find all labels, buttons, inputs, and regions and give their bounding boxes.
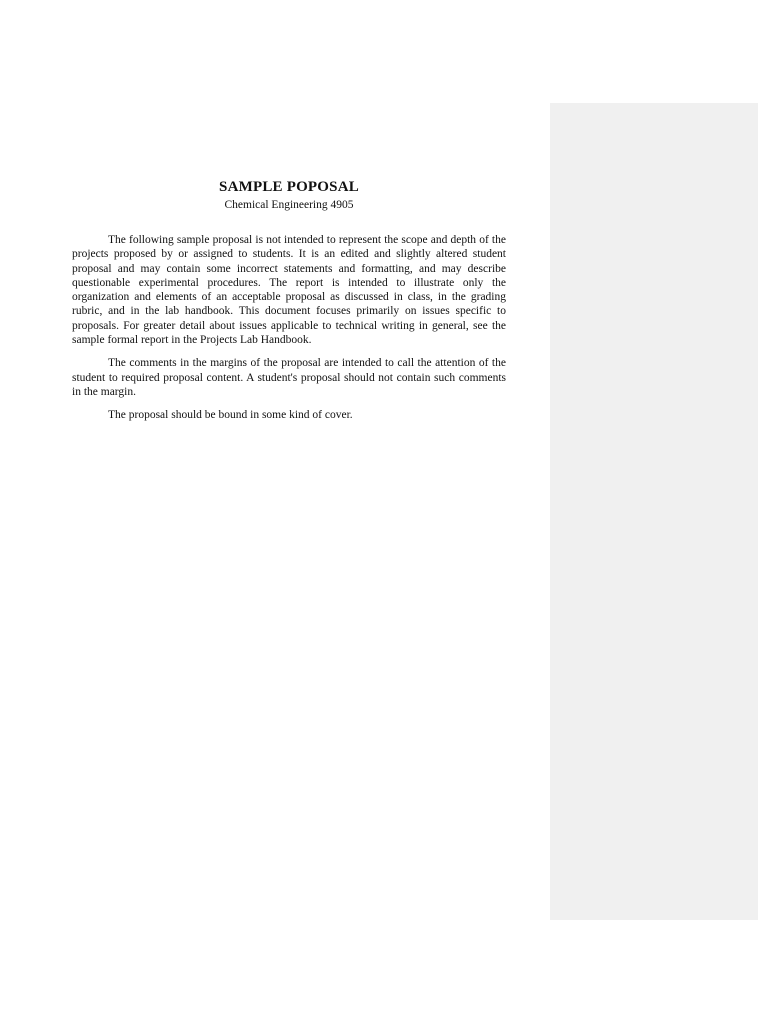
paragraph-list: [72, 233, 506, 423]
paragraph: The proposal should be bound in some kind of cover.: [108, 409, 353, 422]
paragraph: The following sample proposal is not intended to represent the scope and depth of the projects proposed by or assigned to students. It is an edited and slightly altered student proposal and may contain some incorrect statements and formatting, and may describe questionable experimental procedures. The report is intended to illustrate only the organization and elements of an acceptable proposal as discussed in class, in the grading rubric, and in the lab handbook. This document focuses primarily on issues specific to proposals. For greater detail about issues applicable to technical writing in general, see the sample formal report in the Projects Lab Handbook.: [72, 234, 506, 347]
document-body: [72, 178, 506, 432]
document-subtitle: Chemical Engineering 4905: [224, 199, 354, 211]
document-title: SAMPLE POPOSAL: [219, 179, 359, 195]
comment-margin-pane: [550, 103, 758, 920]
paragraph: The comments in the margins of the proposal are intended to call the attention of the student to required proposal content. A student's proposal should not contain such comments in the margin.: [72, 357, 506, 398]
